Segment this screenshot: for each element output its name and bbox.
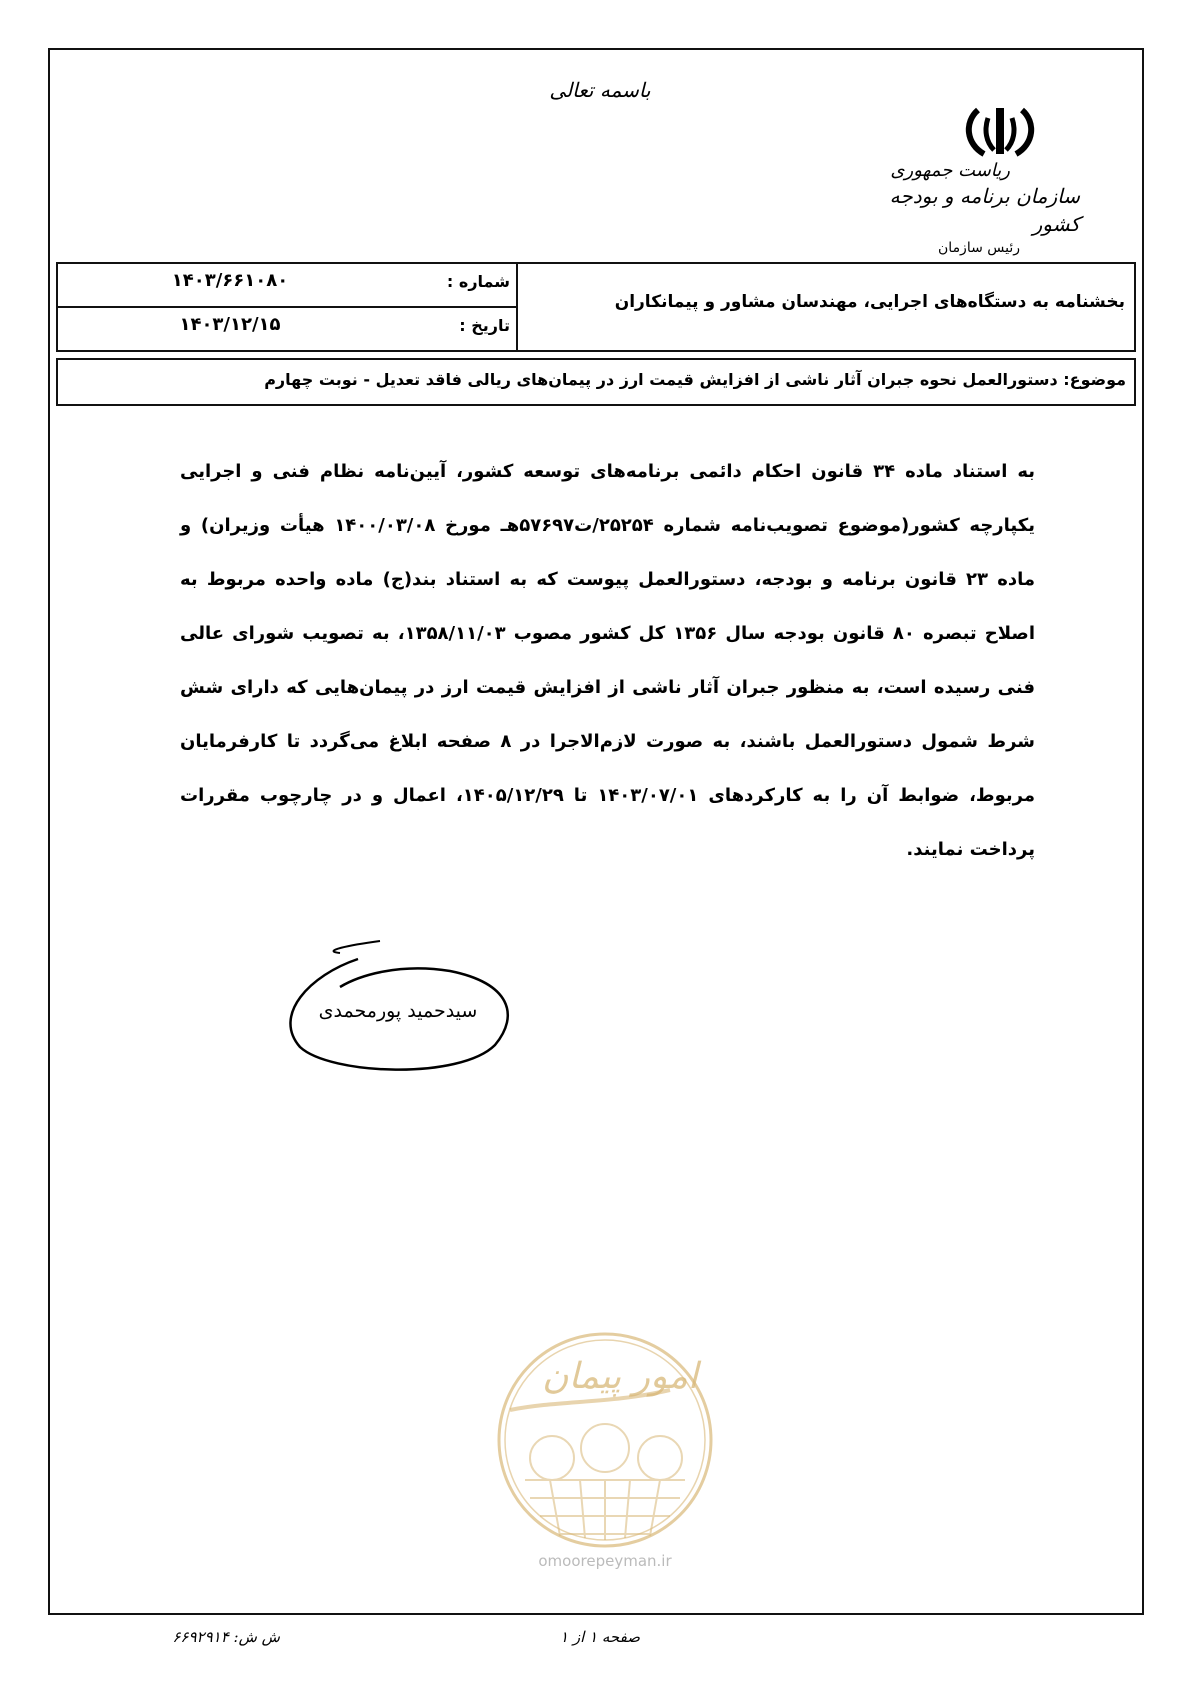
- recipient-line: بخشنامه به دستگاه‌های اجرایی، مهندسان مشاور و پیمانکاران: [614, 292, 1125, 312]
- invocation-text: باسمه تعالی: [549, 78, 651, 102]
- stamp-name: امور پیمان: [542, 1356, 698, 1397]
- organization-name: سازمان برنامه و بودجه کشور: [889, 184, 1080, 236]
- signature-name: سیدحمید پورمحمدی: [318, 1000, 478, 1022]
- header-row-divider: [56, 306, 518, 308]
- emblem-icon: [960, 104, 1040, 158]
- footer-page-number: صفحه ۱ از ۱: [560, 1628, 640, 1646]
- date-label: تاریخ :: [459, 316, 510, 335]
- subject-line: موضوع: دستورالعمل نحوه جبران آثار ناشی از افزایش قیمت ارز در پیمان‌های ریالی فاقد تعدیل - نوبت چهارم: [264, 370, 1126, 389]
- number-label: شماره :: [446, 272, 510, 291]
- number-value: ۱۴۰۳/۶۶۱۰۸۰: [171, 270, 289, 291]
- head-title: رئیس سازمان: [938, 240, 1020, 256]
- date-value: ۱۴۰۳/۱۲/۱۵: [179, 314, 281, 335]
- footer-reference: ش ش: ۶۶۹۲۹۱۴: [172, 1628, 280, 1646]
- body-paragraph: به استناد ماده ۳۴ قانون احکام دائمی برنامه‌های توسعه کشور، آیین‌نامه نظام فنی و اجرایی یکپارچه کشور(موضوع تصویب‌نامه شماره ۲۵۲۵۴/ت۵۷۶۹۷هـ مورخ ۱۴۰۰/۰۳/۰۸ هیأت وزیران) و ماده ۲۳ قانون برنامه و بودجه، دستورالعمل پیوست که به استناد بند(ج) ماده واحده مربوط به اصلاح تبصره ۸۰ قانون بودجه سال ۱۳۵۶ کل کشور مصوب ۱۳۵۸/۱۱/۰۳، به تصویب شورای عالی فنی رسیده است، به منظور جبران آثار ناشی از افزایش قیمت ارز در پیمان‌هایی که دارای شش شرط شمول دستورالعمل باشند، به صورت لازم‌الاجرا در ۸ صفحه ابلاغ می‌گردد تا کارفرمایان مربوط، ضوابط آن را به کارکردهای ۱۴۰۳/۰۷/۰۱ تا ۱۴۰۵/۱۲/۲۹، اعمال و در چارچوب مقررات پرداخت نمایند.: [180, 461, 1035, 860]
- signature-image: [280, 935, 530, 1085]
- organization-block: [880, 160, 1080, 258]
- presidency-label: ریاست جمهوری: [890, 160, 1010, 181]
- stamp-website: omoorepeyman.ir: [538, 1552, 672, 1570]
- stamp-watermark: [490, 1330, 720, 1570]
